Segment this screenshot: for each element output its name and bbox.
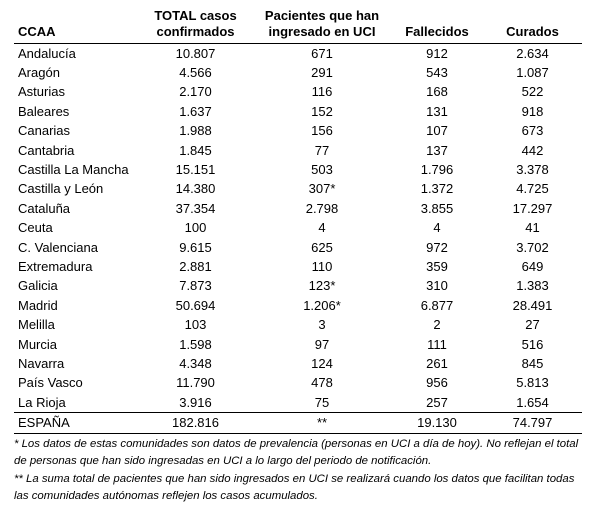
cell-total-casos: 14.380 — [175, 181, 216, 197]
cell-fallecidos: 1.796 — [420, 162, 454, 178]
cell-curados: 3.702 — [516, 239, 549, 255]
table-row — [14, 354, 582, 373]
cell-fallecidos: 261 — [426, 355, 448, 371]
table-row — [14, 219, 582, 238]
cell-ccaa: Castilla La Mancha — [18, 162, 129, 178]
cell-curados: 28.491 — [512, 297, 553, 313]
table-row — [14, 296, 582, 315]
cell-ccaa: Murcia — [18, 336, 58, 352]
table-body — [14, 44, 582, 434]
table-row — [14, 199, 582, 218]
total-cell-curados: 74.797 — [512, 415, 553, 431]
cell-fallecidos: 4 — [433, 220, 441, 236]
cell-curados: 918 — [521, 103, 544, 119]
header-row — [14, 8, 582, 44]
cell-curados: 3.378 — [516, 162, 549, 178]
cell-fallecidos: 972 — [426, 239, 448, 255]
cell-ccaa: Extremadura — [18, 258, 93, 274]
cell-curados: 649 — [521, 258, 544, 274]
table-row — [14, 277, 582, 296]
cell-ccaa: Cataluña — [18, 200, 71, 216]
table-row — [14, 83, 582, 102]
cell-curados: 516 — [521, 336, 544, 352]
table-row — [14, 180, 582, 199]
cell-uci: 625 — [311, 239, 333, 255]
cell-ccaa: Ceuta — [18, 220, 53, 236]
cell-uci: 671 — [311, 45, 333, 61]
cell-total-casos: 1.845 — [179, 142, 212, 158]
cell-total-casos: 37.354 — [175, 200, 216, 216]
cell-total-casos: 11.790 — [176, 375, 215, 391]
cell-total-casos: 100 — [184, 220, 207, 236]
cell-ccaa: Navarra — [18, 355, 65, 371]
table-row — [14, 335, 582, 354]
cell-total-casos: 4.566 — [179, 65, 212, 81]
table-row — [14, 122, 582, 141]
footnote-total-uci: ** La suma total de pacientes que han sido ingresados en UCI se realizará cuando los datos que facilitan todas las comunidades autónomas reflejen los casos acumulados. — [14, 472, 575, 503]
cell-uci: 152 — [311, 103, 333, 119]
cell-total-casos: 9.615 — [179, 239, 212, 255]
cell-curados: 1.654 — [516, 394, 549, 410]
header-fallecidos: Fallecidos — [405, 24, 469, 39]
cell-fallecidos: 131 — [426, 103, 448, 119]
footnote-prevalence: * Los datos de estas comunidades son datos de prevalencia (personas en UCI a día de hoy). No reflejan el total de personas que han sido ingresadas en UCI a lo largo del periodo de notificación. — [14, 437, 579, 468]
cell-uci: 291 — [311, 65, 333, 81]
cell-fallecidos: 543 — [426, 65, 448, 81]
cell-curados: 4.725 — [516, 181, 549, 197]
cell-fallecidos: 3.855 — [420, 200, 454, 216]
table-row — [14, 238, 582, 257]
footnotes — [14, 436, 586, 506]
cell-uci: 97 — [314, 336, 330, 352]
cell-fallecidos: 310 — [426, 278, 448, 294]
table-row — [14, 315, 582, 334]
cell-uci: 124 — [311, 355, 333, 371]
cell-ccaa: Asturias — [18, 84, 65, 100]
total-cell-ccaa: ESPAÑA — [18, 415, 70, 431]
total-cell-total-casos: 182.816 — [172, 415, 219, 431]
cell-fallecidos: 2 — [433, 317, 441, 333]
cell-total-casos: 1.598 — [179, 336, 212, 352]
covid-data-table — [14, 8, 582, 434]
cell-curados: 522 — [521, 84, 544, 100]
cell-curados: 442 — [521, 142, 544, 158]
cell-uci: 1.206* — [303, 297, 341, 313]
cell-total-casos: 2.170 — [179, 84, 212, 100]
cell-total-casos: 7.873 — [179, 278, 212, 294]
cell-uci: 503 — [311, 162, 333, 178]
cell-total-casos: 3.916 — [179, 394, 212, 410]
table-row — [14, 257, 582, 276]
cell-uci: 116 — [311, 84, 333, 100]
cell-ccaa: Madrid — [18, 297, 58, 313]
cell-uci: 123* — [308, 278, 336, 294]
total-cell-fallecidos: 19.130 — [417, 415, 457, 431]
cell-total-casos: 4.348 — [179, 355, 212, 371]
table-row — [14, 44, 582, 64]
cell-curados: 41 — [525, 220, 540, 236]
cell-ccaa: País Vasco — [18, 375, 83, 391]
cell-fallecidos: 137 — [426, 142, 448, 158]
cell-uci: 75 — [314, 394, 330, 410]
cell-ccaa: C. Valenciana — [18, 239, 98, 255]
cell-total-casos: 1.988 — [179, 123, 212, 139]
cell-curados: 2.634 — [516, 45, 549, 61]
table-row — [14, 160, 582, 179]
cell-fallecidos: 111 — [427, 336, 447, 352]
cell-fallecidos: 6.877 — [420, 297, 454, 313]
cell-uci: 2.798 — [305, 200, 339, 216]
cell-curados: 5.813 — [516, 375, 549, 391]
cell-uci: 77 — [314, 142, 330, 158]
header-ccaa: CCAA — [18, 24, 56, 39]
cell-total-casos: 15.151 — [175, 162, 216, 178]
cell-curados: 673 — [521, 123, 544, 139]
cell-ccaa: Melilla — [18, 317, 55, 333]
cell-total-casos: 10.807 — [175, 45, 216, 61]
table-row — [14, 102, 582, 121]
cell-uci: 4 — [318, 220, 326, 236]
cell-curados: 845 — [521, 355, 544, 371]
table-row — [14, 393, 582, 413]
cell-fallecidos: 956 — [426, 375, 448, 391]
cell-uci: 110 — [311, 258, 333, 274]
cell-total-casos: 103 — [184, 317, 207, 333]
cell-uci: 478 — [311, 375, 333, 391]
total-row — [14, 413, 582, 433]
cell-ccaa: Baleares — [18, 103, 70, 119]
cell-ccaa: Cantabria — [18, 142, 75, 158]
cell-fallecidos: 1.372 — [420, 181, 454, 197]
table-row — [14, 141, 582, 160]
cell-fallecidos: 107 — [426, 123, 448, 139]
cell-fallecidos: 359 — [426, 258, 448, 274]
total-cell-uci: ** — [316, 415, 328, 431]
cell-fallecidos: 257 — [426, 394, 448, 410]
cell-fallecidos: 168 — [426, 84, 448, 100]
cell-total-casos: 2.881 — [179, 258, 212, 274]
cell-curados: 1.383 — [516, 278, 549, 294]
cell-curados: 27 — [525, 317, 540, 333]
cell-ccaa: La Rioja — [18, 394, 66, 410]
table-row — [14, 374, 582, 393]
cell-ccaa: Galicia — [18, 278, 58, 294]
cell-ccaa: Canarias — [18, 123, 71, 139]
cell-curados: 1.087 — [516, 65, 549, 81]
cell-ccaa: Castilla y León — [18, 181, 104, 197]
table-row — [14, 63, 582, 82]
document — [14, 8, 586, 506]
cell-uci: 307* — [308, 181, 336, 197]
cell-uci: 3 — [318, 317, 326, 333]
cell-curados: 17.297 — [512, 200, 553, 216]
cell-total-casos: 1.637 — [179, 103, 212, 119]
cell-fallecidos: 912 — [426, 45, 448, 61]
cell-uci: 156 — [311, 123, 333, 139]
header-curados: Curados — [506, 24, 559, 39]
cell-ccaa: Aragón — [18, 65, 60, 81]
cell-total-casos: 50.694 — [175, 297, 216, 313]
header-total-casos: TOTAL casos confirmados — [154, 8, 237, 39]
table-header — [14, 8, 582, 44]
cell-ccaa: Andalucía — [18, 45, 76, 61]
header-uci: Pacientes que han ingresado en UCI — [264, 8, 380, 39]
